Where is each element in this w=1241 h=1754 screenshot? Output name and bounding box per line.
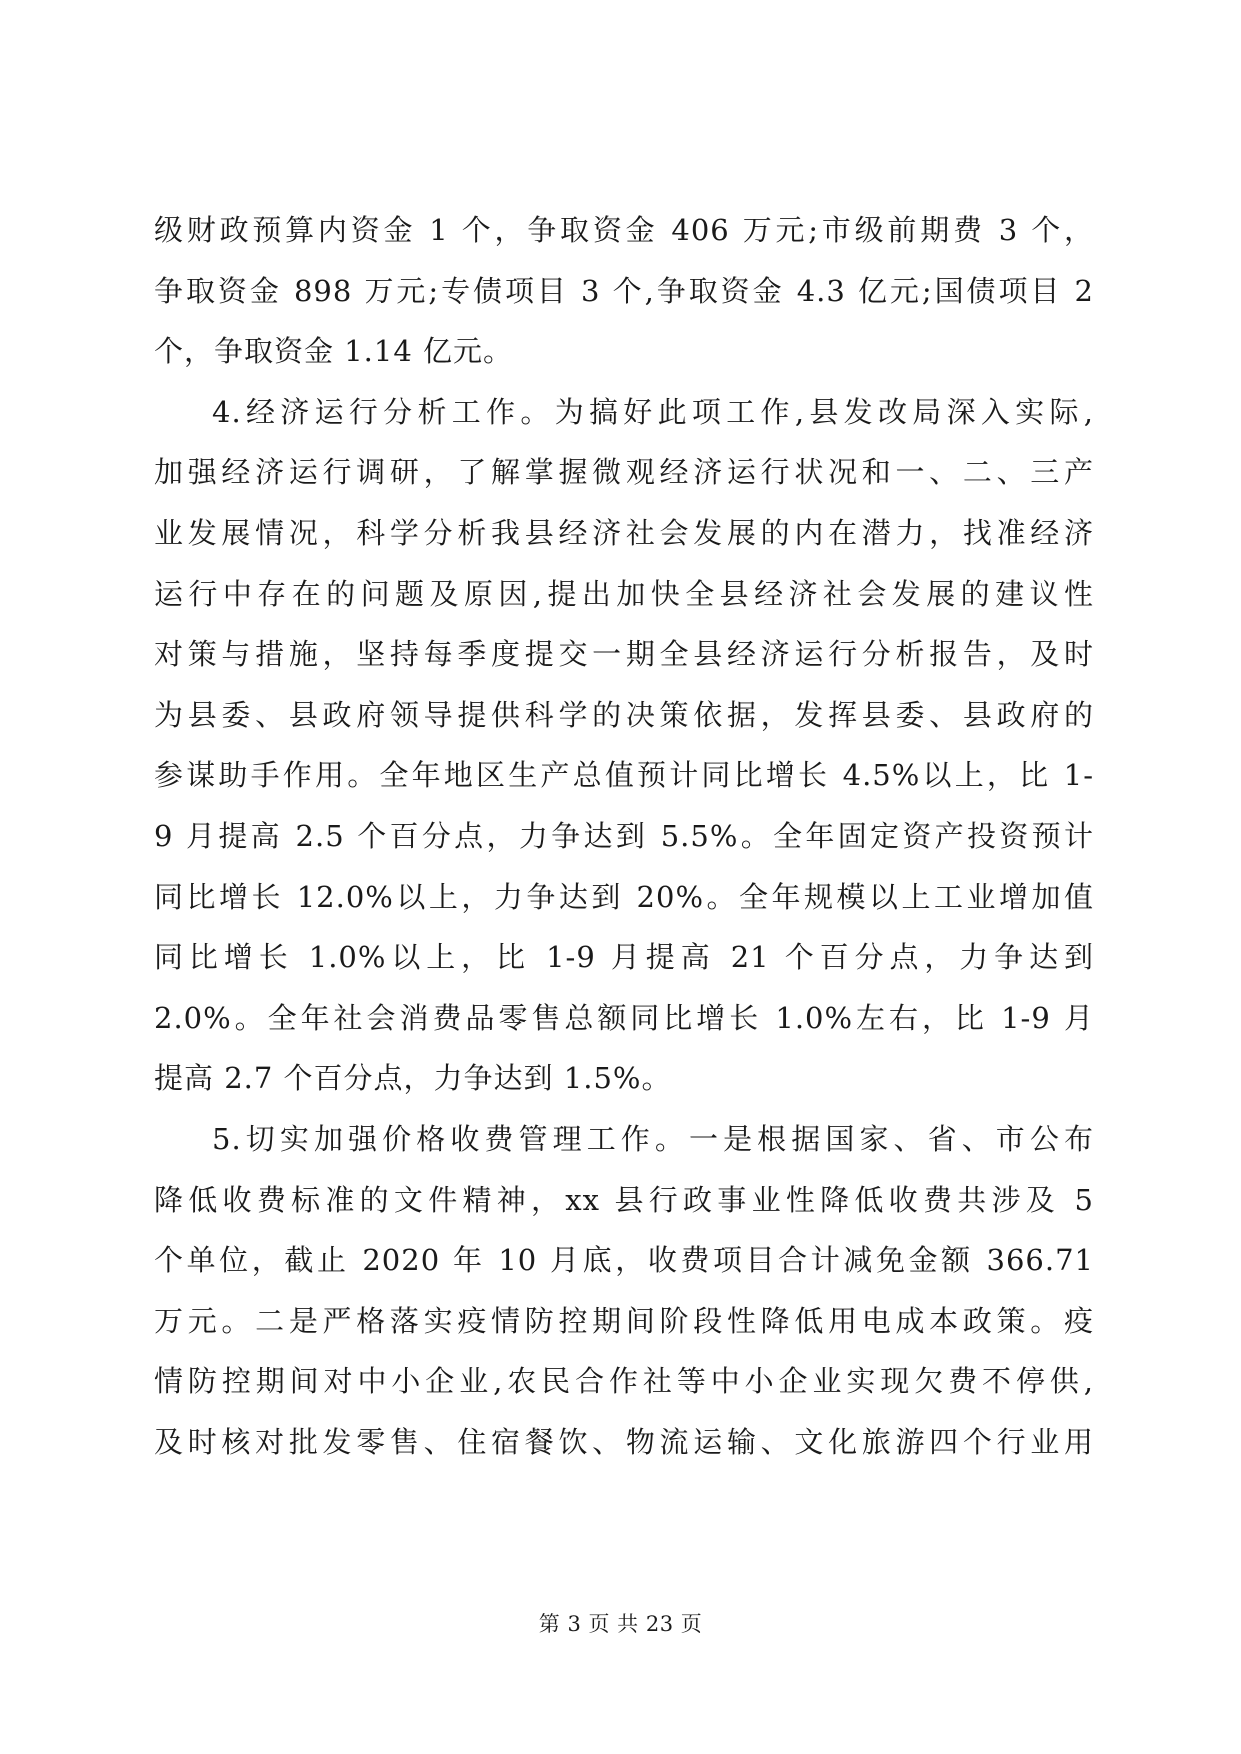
- text-line: 同比增长 1.0%以上，比 1-9 月提高 21 个百分点，力争达到: [154, 940, 1094, 975]
- text-line: 个单位，截止 2020 年 10 月底，收费项目合计减免金额 366.71: [154, 1243, 1094, 1278]
- text-line: 情防控期间对中小企业,农民合作社等中小企业实现欠费不停供,: [154, 1364, 1094, 1399]
- text-line: 万元。二是严格落实疫情防控期间阶段性降低用电成本政策。疫: [154, 1303, 1094, 1338]
- page-number-footer: 第 3 页 共 23 页: [538, 1612, 703, 1636]
- text-line: 5.切实加强价格收费管理工作。一是根据国家、省、市公布: [212, 1121, 1094, 1156]
- paragraph-price-fees: [154, 1109, 1094, 1473]
- document-body: [154, 200, 1094, 1472]
- text-line: 同比增长 12.0%以上，力争达到 20%。全年规模以上工业增加值: [154, 879, 1094, 914]
- paragraph-continuation: [154, 200, 1094, 382]
- text-line: 降低收费标准的文件精神，xx 县行政事业性降低收费共涉及 5: [154, 1182, 1094, 1217]
- text-line: 为县委、县政府领导提供科学的决策依据，发挥县委、县政府的: [154, 697, 1094, 732]
- paragraph-economic-analysis: [154, 382, 1094, 1109]
- text-line: 参谋助手作用。全年地区生产总值预计同比增长 4.5%以上，比 1-: [154, 758, 1094, 793]
- text-line: 运行中存在的问题及原因,提出加快全县经济社会发展的建议性: [154, 576, 1094, 611]
- text-line: 及时核对批发零售、住宿餐饮、物流运输、文化旅游四个行业用: [154, 1424, 1094, 1459]
- text-line: 4.经济运行分析工作。为搞好此项工作,县发改局深入实际,: [212, 394, 1094, 429]
- text-line: 个，争取资金 1.14 亿元。: [154, 334, 514, 369]
- text-line: 9 月提高 2.5 个百分点，力争达到 5.5%。全年固定资产投资预计: [154, 818, 1094, 853]
- text-line: 对策与措施，坚持每季度提交一期全县经济运行分析报告，及时: [154, 637, 1094, 672]
- text-line: 争取资金 898 万元;专债项目 3 个,争取资金 4.3 亿元;国债项目 2: [154, 273, 1094, 308]
- text-line: 级财政预算内资金 1 个，争取资金 406 万元;市级前期费 3 个，: [154, 213, 1094, 247]
- text-line: 业发展情况，科学分析我县经济社会发展的内在潜力，找准经济: [154, 515, 1094, 550]
- text-line: 提高 2.7 个百分点，力争达到 1.5%。: [154, 1061, 672, 1096]
- text-line: 加强经济运行调研，了解掌握微观经济运行状况和一、二、三产: [154, 455, 1094, 490]
- text-line: 2.0%。全年社会消费品零售总额同比增长 1.0%左右，比 1-9 月: [154, 1000, 1094, 1035]
